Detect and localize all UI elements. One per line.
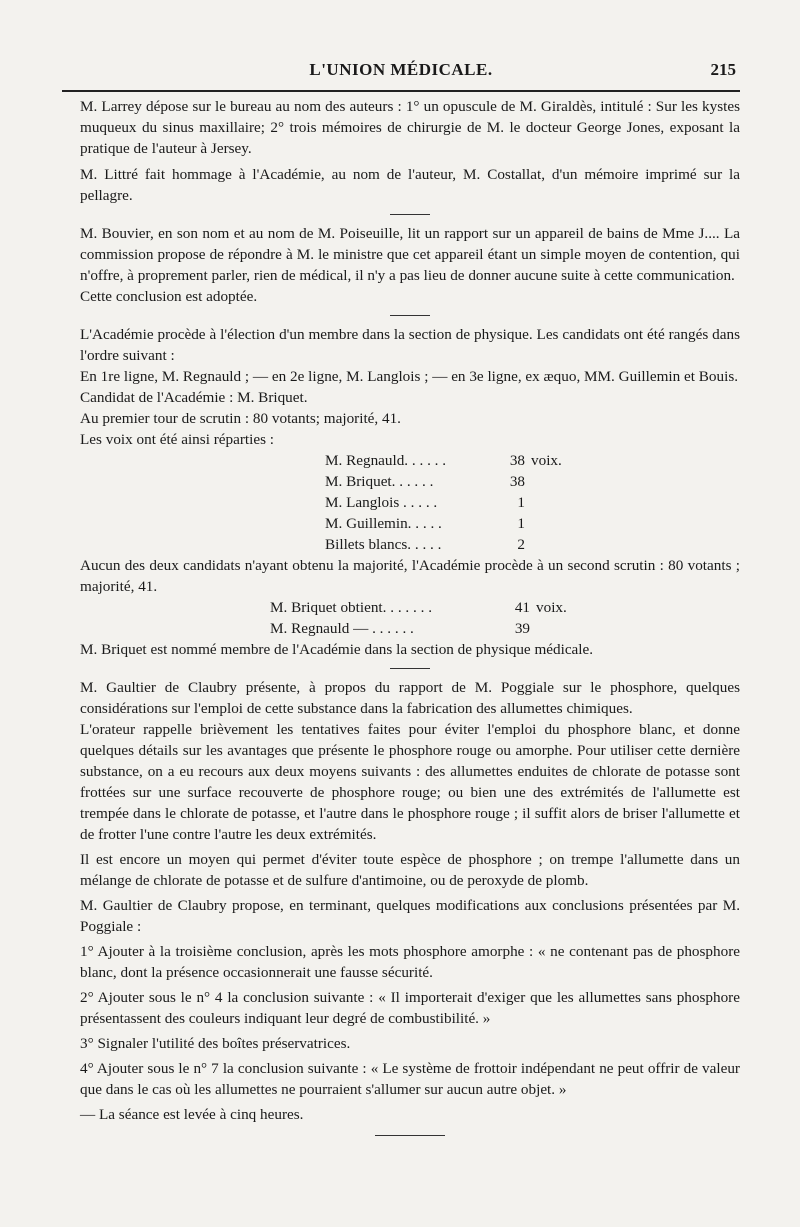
paragraph: 3° Signaler l'utilité des boîtes préservatrices. (80, 1035, 351, 1052)
paragraph: 4° Ajouter sous le n° 7 la conclusion suivante : « Le système de frottoir indépendant ne peut offrir de valeur que dans le cas où les allumettes ne pourraient s'allumer sur aucun autre objet. » (80, 1060, 740, 1098)
paragraph: M. Gaultier de Claubry présente, à propos du rapport de M. Poggiale sur le phosphore, quelques considérations sur l'emploi de cette substance dans la fabrication des allumettes chimiques. (80, 679, 740, 717)
vote-unit: voix. (531, 452, 562, 469)
section-divider (390, 668, 430, 669)
vote-unit (525, 534, 531, 555)
candidate-name: M. Regnauld — . . . . . . (270, 620, 414, 637)
page-number: 215 (710, 60, 736, 79)
section-divider (390, 315, 430, 316)
ballot-row (80, 534, 740, 555)
paragraph: M. Bouvier, en son nom et au nom de M. Poiseuille, lit un rapport sur un appareil de bains de Mme J.... La commission propose de répondre à M. le ministre que cet appareil étant un simple moyen de contention, qui n'offre, à proprement parler, rien de médical, il n'y a pas lieu de donner aucune suite à cette communication. (80, 225, 740, 284)
section-divider (390, 214, 430, 215)
ballot-row (80, 618, 740, 639)
paragraph: Cette conclusion est adoptée. (80, 288, 258, 305)
vote-unit: voix. (536, 599, 567, 616)
paragraph: 1° Ajouter à la troisième conclusion, après les mots phosphore amorphe : « ne contenant pas de phosphore blanc, dont la présence occasionnerait une fausse sécurité. (80, 943, 740, 981)
ballot-row (80, 471, 740, 492)
vote-count: 1 (517, 494, 525, 511)
ballot-row (80, 492, 740, 513)
ballot-row (80, 597, 740, 618)
vote-count: 2 (517, 536, 525, 553)
vote-unit (525, 513, 531, 534)
vote-unit (525, 471, 531, 492)
paragraph: L'orateur rappelle brièvement les tentatives faites pour éviter l'emploi du phosphore blanc, et donne quelques détails sur les avantages que présente le phosphore rouge ou amorphe. Pour utiliser cette dernière substance, on a eu recours aux deux moyens suivants : des allumettes enduites de chlorate de potasse sont frottées sur une surface recouverte de phosphore rouge; ou bien une des extrémités de l'allumette est trempée dans le chlorate de potasse, et l'autre dans le phosphore rouge ; il suffit alors de briser l'allumette et de frotter l'une contre l'autre les deux extrémités. (80, 721, 740, 843)
vote-count: 39 (514, 620, 530, 637)
paragraph: M. Larrey dépose sur le bureau au nom des auteurs : 1° un opuscule de M. Giraldès, intitulé : Sur les kystes muqueux du sinus maxillaire; 2° trois mémoires de chirurgie de M. le docteur George Jones, exposant la pratique de l'auteur à Jersey. (80, 98, 740, 157)
candidate-name: M. Briquet. . . . . . (325, 473, 434, 490)
header-rule (62, 90, 740, 92)
paragraph: En 1re ligne, M. Regnauld ; — en 2e ligne, M. Langlois ; — en 3e ligne, ex æquo, MM. Guillemin et Bouis. (80, 368, 739, 385)
paragraph: — La séance est levée à cinq heures. (80, 1106, 304, 1123)
paragraph: Il est encore un moyen qui permet d'éviter toute espèce de phosphore ; on trempe l'allumette dans un mélange de chlorate de potasse et de sulfure d'antimoine, ou de peroxyde de plomb. (80, 851, 740, 889)
second-ballot-table (80, 597, 740, 639)
journal-title: L'UNION MÉDICALE. (309, 60, 493, 79)
paragraph: Aucun des deux candidats n'ayant obtenu la majorité, l'Académie procède à un second scrutin : 80 votants ; majorité, 41. (80, 557, 740, 595)
first-ballot-table (80, 450, 740, 555)
candidate-name: M. Briquet obtient. . . . . . . (270, 599, 432, 616)
candidate-name: M. Guillemin. . . . . (325, 515, 442, 532)
candidate-name: M. Regnauld. . . . . . (325, 452, 447, 469)
paragraph: M. Briquet est nommé membre de l'Académie dans la section de physique médicale. (80, 641, 594, 658)
article-body (80, 96, 740, 1136)
end-rule (375, 1135, 445, 1136)
candidate-name: Billets blancs. . . . . (325, 536, 442, 553)
paragraph: 2° Ajouter sous le n° 4 la conclusion suivante : « Il importerait d'exiger que les allumettes sans phosphore présentassent des couleurs indiquant leur degré de combustibilité. » (80, 989, 740, 1027)
paragraph: Au premier tour de scrutin : 80 votants; majorité, 41. (80, 410, 401, 427)
ballot-row (80, 450, 740, 471)
vote-unit (530, 618, 536, 639)
paragraph: M. Littré fait hommage à l'Académie, au nom de l'auteur, M. Costallat, d'un mémoire imprimé sur la pellagre. (80, 166, 740, 204)
vote-count: 38 (509, 452, 525, 469)
vote-count: 1 (517, 515, 525, 532)
paragraph: Les voix ont été ainsi réparties : (80, 431, 275, 448)
paragraph: M. Gaultier de Claubry propose, en terminant, quelques modifications aux conclusions présentées par M. Poggiale : (80, 897, 740, 935)
paragraph: L'Académie procède à l'élection d'un membre dans la section de physique. Les candidats ont été rangés dans l'ordre suivant : (80, 326, 740, 364)
paragraph: Candidat de l'Académie : M. Briquet. (80, 389, 308, 406)
running-header (62, 60, 740, 84)
vote-count: 41 (514, 599, 530, 616)
vote-count: 38 (509, 473, 525, 490)
ballot-row (80, 513, 740, 534)
candidate-name: M. Langlois . . . . . (325, 494, 438, 511)
vote-unit (525, 492, 531, 513)
